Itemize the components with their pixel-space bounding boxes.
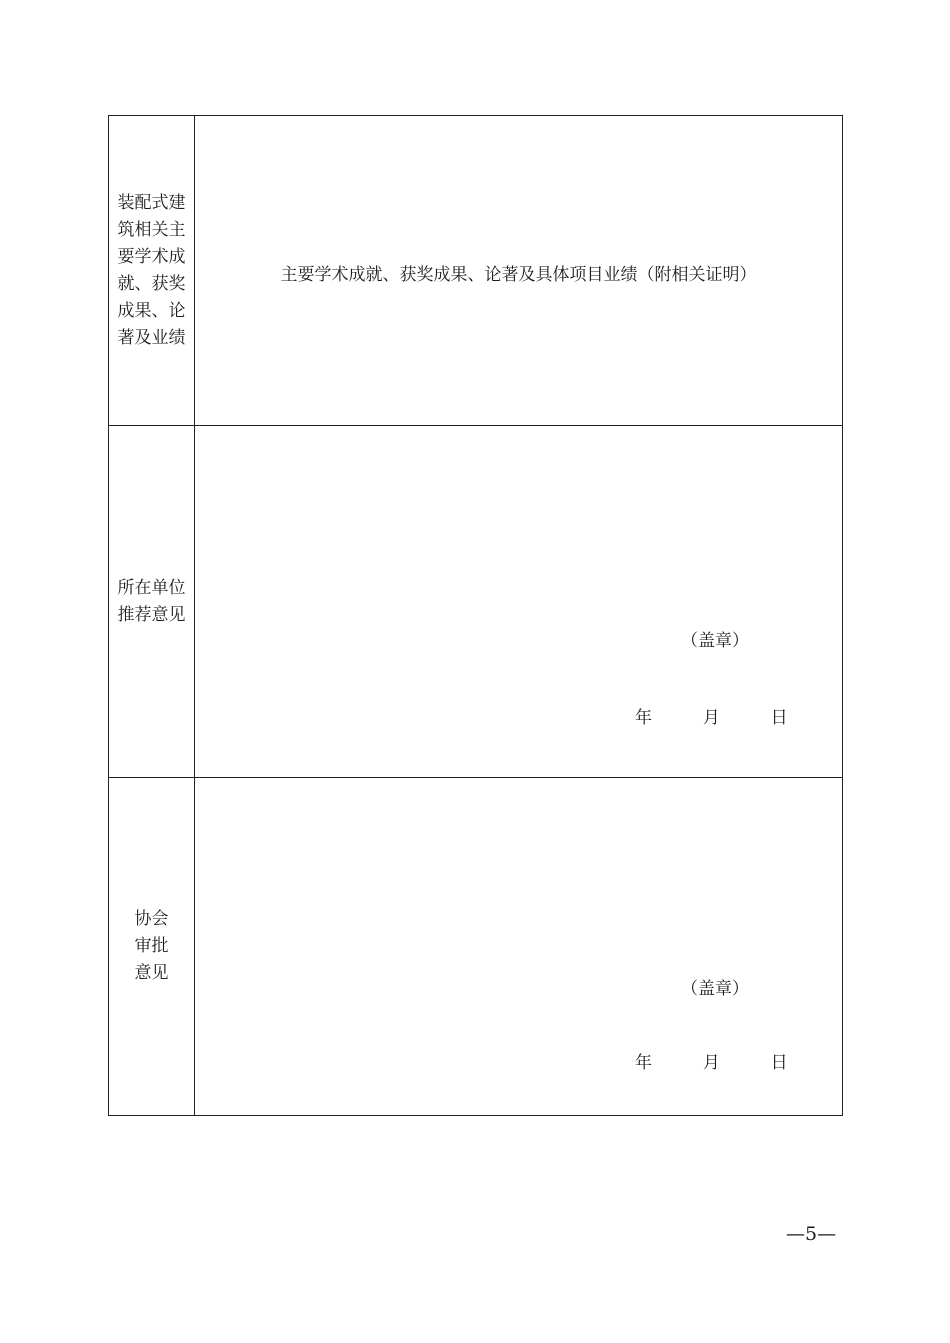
achievements-row	[109, 116, 842, 425]
year-label: 年	[635, 1053, 652, 1073]
association-approval-content-cell	[195, 778, 842, 1115]
employer-recommendation-label-cell	[109, 426, 195, 777]
year-label: 年	[635, 708, 652, 728]
employer-recommendation-row	[109, 425, 842, 777]
achievements-content-cell	[195, 116, 842, 425]
month-label: 月	[702, 1053, 720, 1073]
association-seal-label: （盖章）	[681, 979, 749, 999]
achievements-instruction: 主要学术成就、获奖成果、论著及具体项目业绩（附相关证明）	[280, 265, 757, 285]
association-approval-row	[109, 777, 842, 1115]
month-label: 月	[702, 708, 720, 728]
association-approval-label: 协会审批意见	[134, 909, 169, 983]
employer-recommendation-label: 所在单位推荐意见	[117, 577, 186, 625]
association-approval-label-cell	[109, 778, 195, 1115]
page-number: —5—	[786, 1223, 837, 1245]
achievements-label-cell	[109, 116, 195, 425]
day-label: 日	[770, 708, 788, 728]
employer-date-line	[635, 703, 788, 728]
employer-seal-label: （盖章）	[681, 631, 749, 651]
employer-recommendation-content-cell	[195, 426, 842, 777]
application-form-table	[108, 115, 843, 1116]
association-date-line	[635, 1048, 788, 1073]
day-label: 日	[770, 1053, 788, 1073]
achievements-label: 装配式建筑相关主要学术成就、获奖成果、论著及业绩	[117, 192, 186, 348]
